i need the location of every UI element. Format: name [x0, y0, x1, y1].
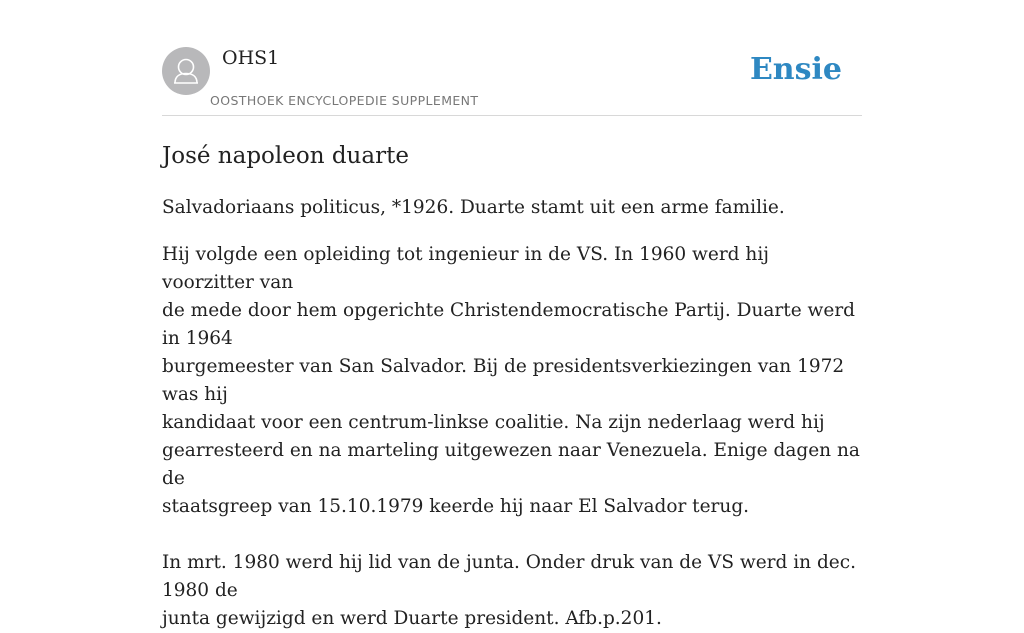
- brand-logo[interactable]: Ensie: [749, 52, 842, 87]
- person-icon: [162, 47, 210, 95]
- article-card: [162, 46, 862, 633]
- avatar[interactable]: [162, 47, 210, 95]
- page-title: José napoleon duarte: [162, 143, 409, 169]
- article-header: [162, 46, 862, 116]
- body-paragraph: Hij volgde een opleiding tot ingenieur in de VS. In 1960 werd hij voorzitter van de mede door hem opgerichte Christendemocratische Partij. Duarte werd in 1964 burgemeester van San Salvador. Bij de presidentsverkiezingen van 1972 was hij kandidaat voor een centrum-linkse coalitie. Na zijn nederlaag werd hij gearresteerd en na marteling uitgewezen naar Venezuela. Enige dagen na de staatsgreep van 15.10.1979 keerde hij naar El Salvador terug. In mrt. 1980 werd hij lid van de junta. Onder druk van de VS werd in dec. 1980 de junta gewijzigd en werd Duarte president. Afb.p.201.: [162, 244, 860, 629]
- author-name[interactable]: OHS1: [222, 47, 280, 69]
- lead-paragraph: Salvadoriaans politicus, *1926. Duarte stamt uit een arme familie.: [162, 197, 785, 218]
- source-label: OOSTHOEK ENCYCLOPEDIE SUPPLEMENT: [210, 93, 479, 108]
